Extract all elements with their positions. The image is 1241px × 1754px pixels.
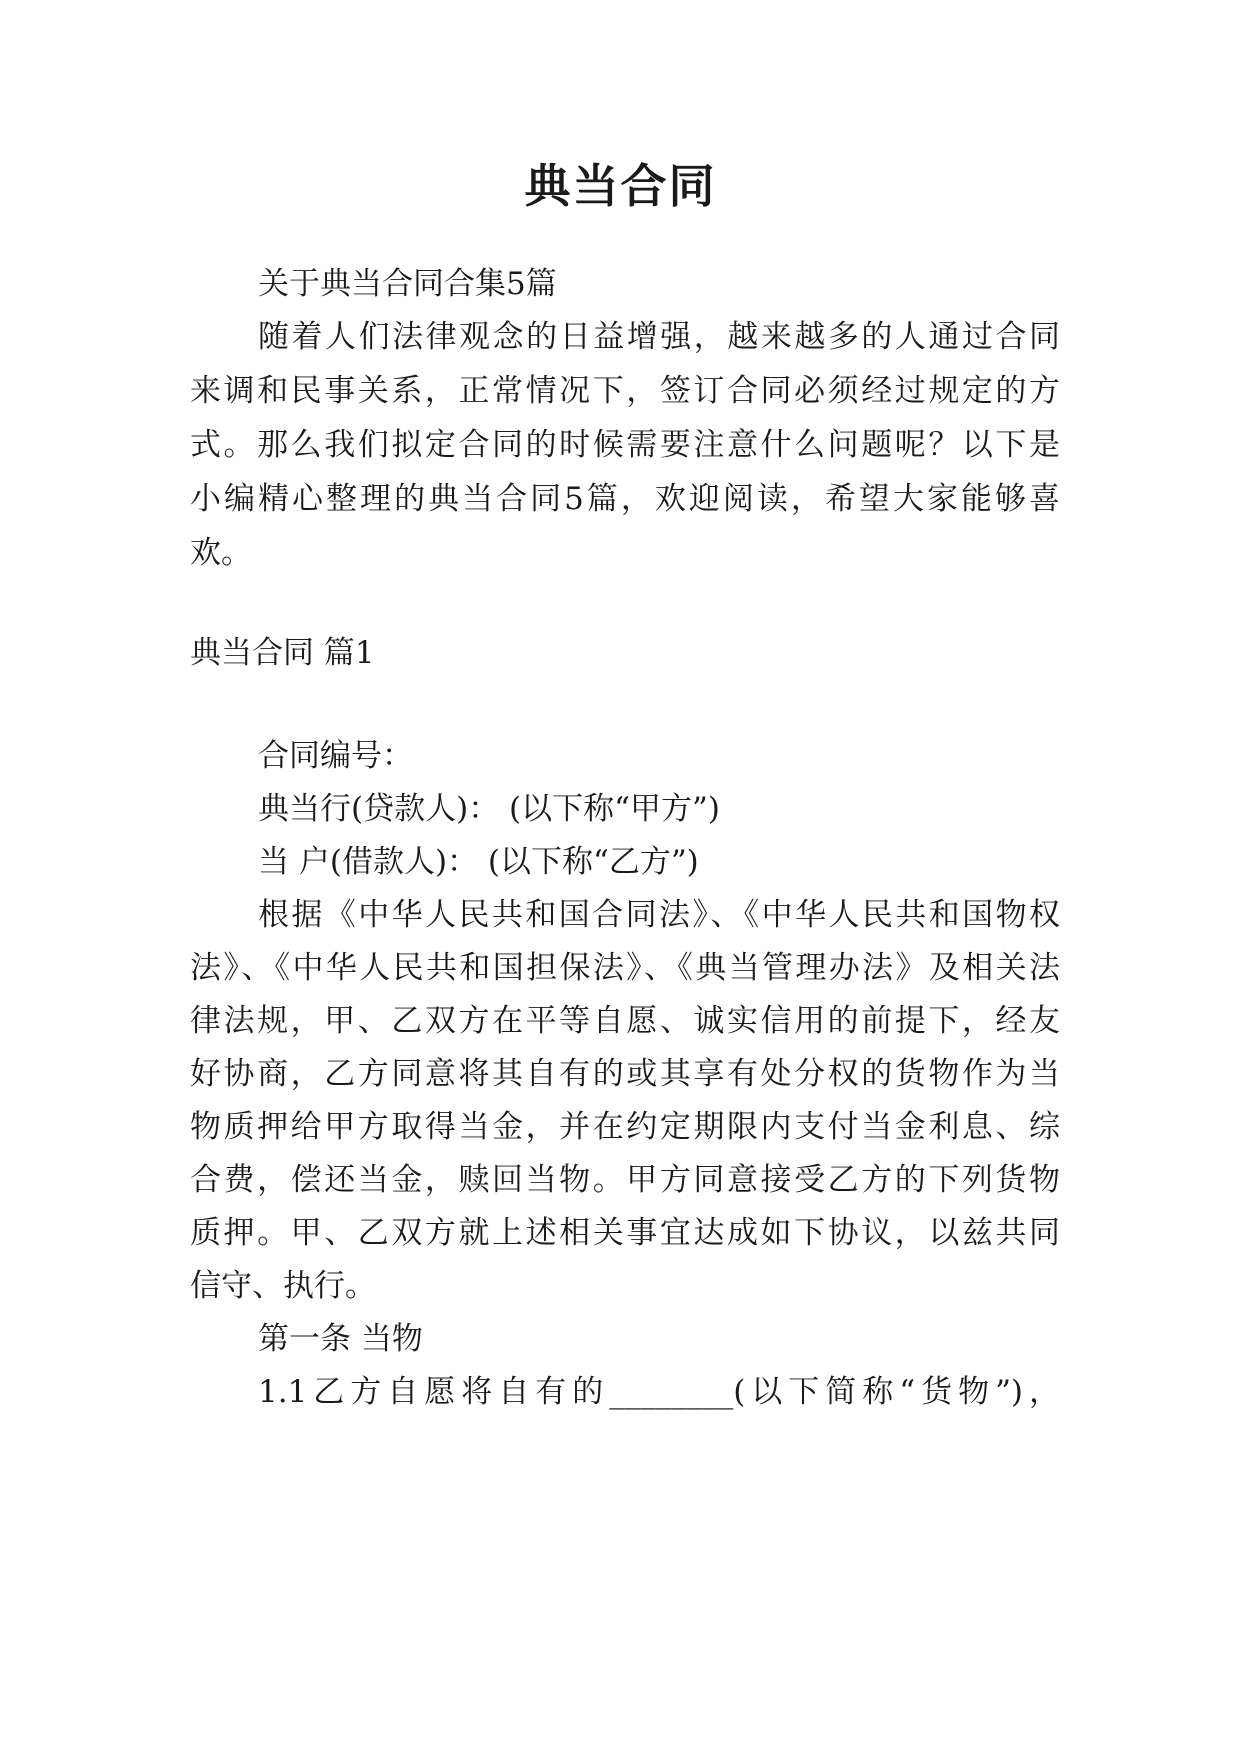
article-1-heading: 第一条 当物 [258, 1321, 423, 1357]
body-paragraph-line: 根据《中华人民共和国合同法》、《中华人民共和国物权 [258, 897, 1060, 933]
document-title: 典当合同 [524, 159, 717, 213]
party-a: 典当行(贷款人)： (以下称“甲方”) [258, 791, 720, 827]
intro-paragraph-line: 随着人们法律观念的日益增强，越来越多的人通过合同 [258, 319, 1060, 355]
intro-paragraph-line: 来调和民事关系，正常情况下，签订合同必须经过规定的方 [190, 373, 1060, 409]
intro-heading: 关于典当合同合集5篇 [258, 266, 557, 302]
body-paragraph-line: 法》、《中华人民共和国担保法》、《典当管理办法》及相关法 [190, 950, 1060, 986]
body-paragraph-line: 质押。甲、乙双方就上述相关事宜达成如下协议，以兹共同 [190, 1215, 1060, 1251]
contract-number: 合同编号： [258, 738, 413, 774]
article-1-1: 1.1乙方自愿将自有的________(以下简称“货物”)， [258, 1374, 1060, 1410]
body-paragraph-line: 好协商，乙方同意将其自有的或其享有处分权的货物作为当 [190, 1056, 1060, 1092]
intro-paragraph-line: 小编精心整理的典当合同5篇，欢迎阅读，希望大家能够喜 [190, 481, 1060, 517]
section-heading: 典当合同 篇1 [190, 635, 375, 671]
body-paragraph-line: 信守、执行。 [190, 1268, 376, 1304]
body-paragraph-line: 物质押给甲方取得当金，并在约定期限内支付当金利息、综 [190, 1109, 1060, 1145]
body-paragraph-line: 合费，偿还当金，赎回当物。甲方同意接受乙方的下列货物 [190, 1162, 1060, 1198]
intro-paragraph-line: 欢。 [190, 535, 252, 571]
party-b: 当 户(借款人)： (以下称“乙方”) [258, 844, 699, 880]
body-paragraph-line: 律法规，甲、乙双方在平等自愿、诚实信用的前提下，经友 [190, 1003, 1060, 1039]
intro-paragraph-line: 式。那么我们拟定合同的时候需要注意什么问题呢？以下是 [190, 427, 1060, 463]
